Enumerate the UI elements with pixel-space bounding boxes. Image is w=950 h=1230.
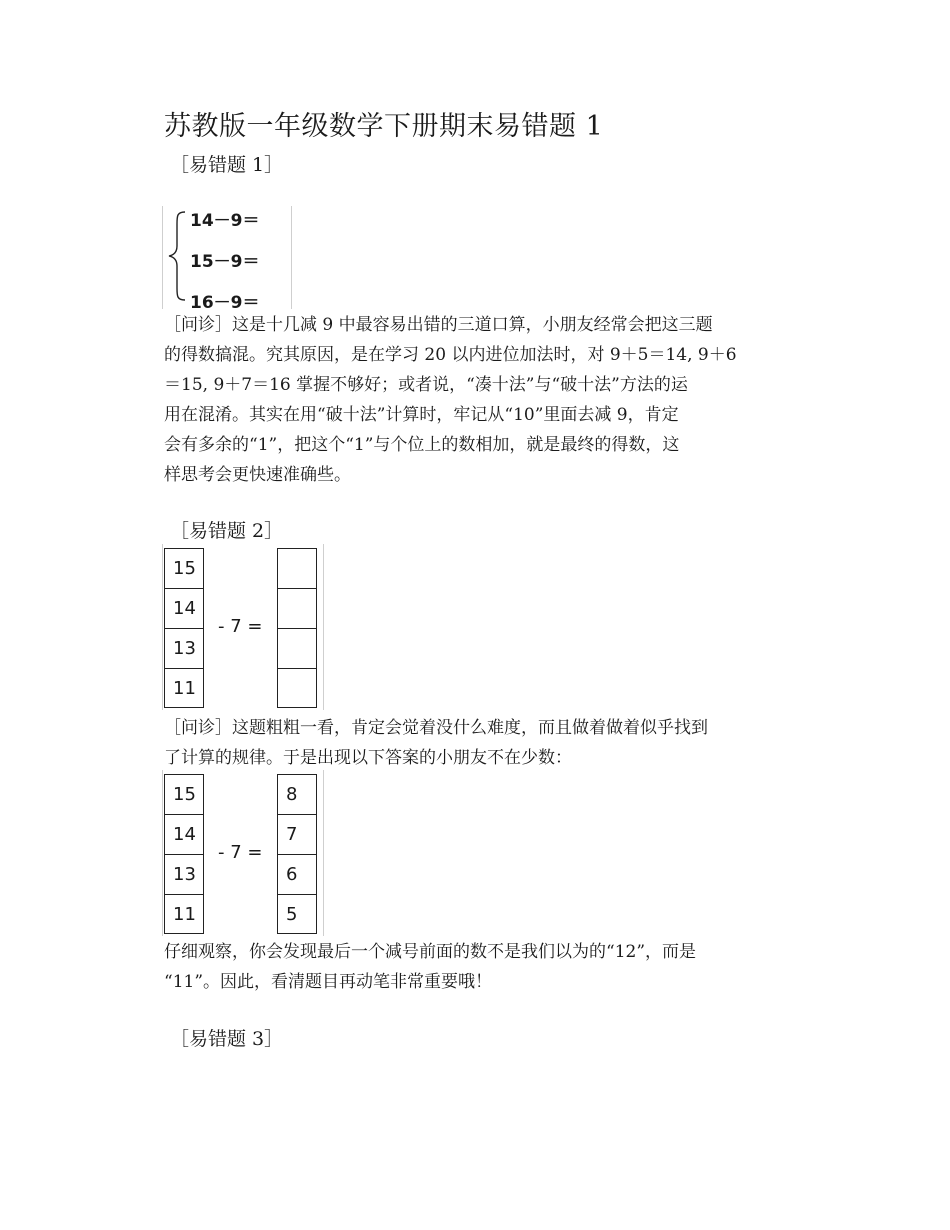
section-heading-1: ［易错题 1］ [170,154,284,176]
equation-3: 16－9＝ [190,293,260,313]
answer-cell: 7 [277,814,317,854]
diagnosis-paragraph-2 [164,713,784,773]
section-heading-3: ［易错题 3］ [170,1028,284,1050]
text-line: 会有多余的“1”，把这个“1”与个位上的数相加，就是最终的得数，这 [164,435,680,455]
minuend-column [164,774,204,934]
minuend-cell: 15 [164,774,204,814]
equation-2: 15－9＝ [190,252,260,272]
minuend-cell: 11 [164,894,204,934]
answer-cell [277,548,317,588]
subtraction-grid-blank [162,544,324,710]
text-line: 的得数搞混。究其原因，是在学习 20 以内进位加法时，对 9＋5＝14, 9＋6 [164,345,737,365]
answer-column [277,774,317,934]
text-line: ＝15, 9＋7＝16 掌握不够好；或者说，“凑十法”与“破十法”方法的运 [164,375,688,395]
answer-cell [277,668,317,708]
equation-group-figure [162,206,292,313]
minuend-cell: 15 [164,548,204,588]
answer-column [277,548,317,708]
text-line: 样思考会更快速准确些。 [164,465,351,485]
page-title: 苏教版一年级数学下册期末易错题 1 [164,111,604,142]
minuend-column [164,548,204,708]
curly-brace-icon [165,208,189,304]
conclusion-paragraph [164,937,784,997]
subtraction-grid-wrong-answers [162,770,324,936]
text-line: ［问诊］这题粗粗一看，肯定会觉着没什么难度，而且做着做着似乎找到 [164,718,708,738]
minuend-cell: 13 [164,628,204,668]
answer-cell: 5 [277,894,317,934]
text-line: ［问诊］这是十几减 9 中最容易出错的三道口算，小朋友经常会把这三题 [164,315,713,335]
answer-cell [277,588,317,628]
equation-1: 14－9＝ [190,211,260,231]
minuend-cell: 14 [164,588,204,628]
text-line: “11”。因此，看清题目再动笔非常重要哦！ [164,972,493,992]
text-line: 用在混淆。其实在用“破十法”计算时，牢记从“10”里面去减 9，肯定 [164,405,679,425]
text-line: 了计算的规律。于是出现以下答案的小朋友不在少数： [164,748,572,768]
diagnosis-paragraph-1 [164,310,784,490]
minuend-cell: 11 [164,668,204,708]
minuend-cell: 13 [164,854,204,894]
operator-label: - 7 = [218,842,263,863]
answer-cell: 6 [277,854,317,894]
answer-cell [277,628,317,668]
operator-label: - 7 = [218,616,263,637]
section-heading-2: ［易错题 2］ [170,520,284,542]
minuend-cell: 14 [164,814,204,854]
answer-cell: 8 [277,774,317,814]
text-line: 仔细观察，你会发现最后一个减号前面的数不是我们以为的“12”，而是 [164,942,697,962]
